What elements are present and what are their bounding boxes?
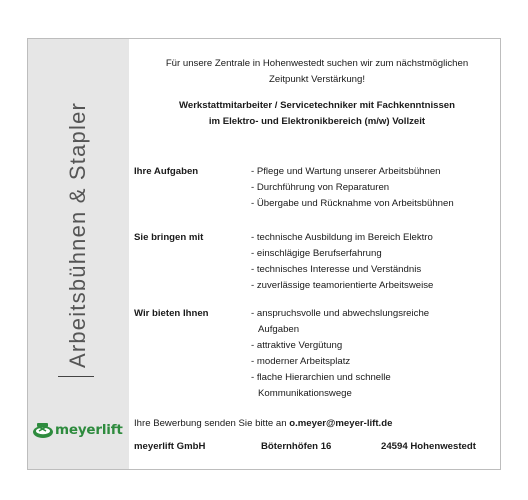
list-item: - technische Ausbildung im Bereich Elektro	[251, 232, 433, 243]
address-line	[134, 439, 500, 455]
section-items	[251, 164, 501, 212]
logo-wordmark: meyerlift	[55, 422, 123, 438]
title-underline	[58, 376, 94, 377]
list-item: - moderner Arbeitsplatz	[251, 356, 351, 367]
sidebar-vertical-title: Arbeitsbühnen & Stapler	[65, 101, 90, 369]
section-label: Ihre Aufgaben	[134, 166, 199, 177]
application-line	[134, 416, 500, 432]
job-title-line: Werkstattmitarbeiter / Servicetechniker mit Fachkenntnissen	[178, 100, 455, 111]
job-title-line: im Elektro- und Elektronikbereich (m/w) Vollzeit	[208, 116, 426, 127]
section-label: Sie bringen mit	[134, 232, 204, 243]
intro-text	[133, 56, 501, 88]
city-address: 24594 Hohenwestedt	[381, 441, 476, 452]
list-item: Kommunikationswege	[258, 388, 352, 399]
list-item: - technisches Interesse und Verständnis	[251, 264, 422, 275]
intro-line: Zeitpunkt Verstärkung!	[269, 74, 365, 85]
meyerlift-logo	[32, 419, 127, 441]
list-item: - Übergabe und Rücknahme von Arbeitsbühnen	[251, 198, 454, 209]
list-item: - flache Hierarchien und schnelle	[251, 372, 391, 383]
list-item: - Pflege und Wartung unserer Arbeitsbühnen	[251, 166, 441, 177]
intro-line: Für unsere Zentrale in Hohenwestedt suchen wir zum nächstmöglichen	[165, 58, 469, 69]
list-item: - zuverlässige teamorientierte Arbeitsweise	[251, 280, 434, 291]
section-items	[251, 306, 501, 402]
job-advertisement	[27, 38, 501, 470]
job-title	[133, 98, 501, 130]
list-item: Aufgaben	[258, 324, 300, 335]
list-item: - Durchführung von Reparaturen	[251, 182, 390, 193]
list-item: - einschlägige Berufserfahrung	[251, 248, 382, 259]
ad-content	[129, 39, 500, 469]
street-address: Böternhöfen 16	[261, 441, 332, 452]
application-text: Ihre Bewerbung senden Sie bitte an	[134, 418, 290, 429]
lift-platform-icon	[32, 421, 54, 439]
company-name: meyerlift GmbH	[134, 441, 206, 452]
section-label: Wir bieten Ihnen	[134, 308, 209, 319]
section-items	[251, 230, 501, 294]
list-item: - attraktive Vergütung	[251, 340, 343, 351]
contact-email[interactable]: o.meyer@meyer-lift.de	[289, 418, 393, 429]
sidebar	[28, 39, 129, 469]
list-item: - anspruchsvolle und abwechslungsreiche	[251, 308, 430, 319]
